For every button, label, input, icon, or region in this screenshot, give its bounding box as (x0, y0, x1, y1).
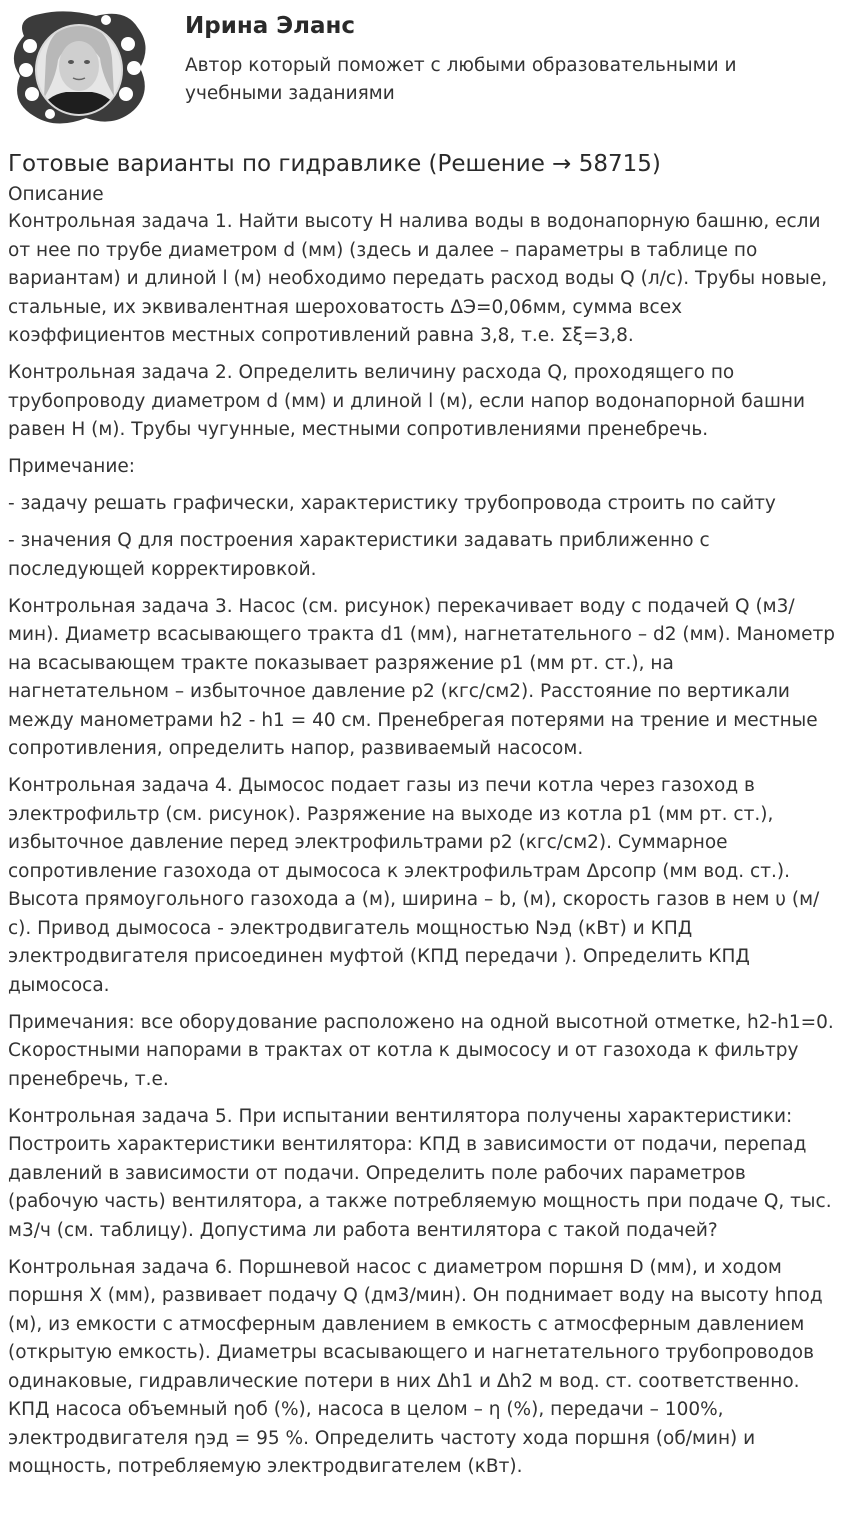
author-avatar[interactable] (6, 6, 152, 130)
task-4-notes: Примечания: все оборудование расположено на одной высотной отметке, h2-h1=0. Скоростными напорами в трактах от котла к дымососу и от газохода к фильтру пренебречь, т.е. (8, 1011, 834, 1090)
note-item-1: - задачу решать графически, характеристику трубопровода строить по сайту (8, 493, 776, 514)
note-item-2: - значения Q для построения характеристики задавать приближенно с последующей корректировкой. (8, 530, 710, 580)
description-label: Описание (8, 184, 104, 205)
task-4-paragraph: Контрольная задача 4. Дымосос подает газы из печи котла через газоход в электрофильтр (см. рисунок). Разряжение на выходе из котла p1 (мм рт. ст.), избыточное давление перед электрофильтрами p2 (кгс/см2). Суммарное сопротивление газохода от дымососа к электрофильтрам Δpсопр (мм вод. ст.). Высота прямоугольного газохода a (м), ширина – b, (м), скорость газов в нем υ (м/с). Привод дымососа - электродвигатель мощностью Nэд (кВт) и КПД электродвигателя присоединен муфтой (КПД передачи ). Определить КПД дымососа. (8, 775, 820, 996)
task-5-paragraph: Контрольная задача 5. При испытании вентилятора получены характеристики: Построить характеристики вентилятора: КПД в зависимости от подачи, перепад давлений в зависимости от подачи. Определить поле рабочих параметров (рабочую часть) вентилятора, а также потребляемую мощность при подаче Q, тыс. м3/ч (см. таблицу). Допустима ли работа вентилятора с такой подачей? (8, 1105, 832, 1241)
page-title: Готовые варианты по гидравлике (Решение → 58715) (8, 151, 661, 177)
task-2-paragraph: Контрольная задача 2. Определить величину расхода Q, проходящего по трубопроводу диаметром d (мм) и длиной l (м), если напор водонапорной башни равен H (м). Трубы чугунные, местными сопротивлениями пренебречь. (8, 362, 806, 440)
note-label: Примечание: (8, 456, 136, 477)
main-content (0, 148, 847, 1482)
author-name[interactable]: Ирина Эланс (185, 13, 356, 39)
task-6-paragraph: Контрольная задача 6. Поршневой насос с диаметром поршня D (мм), и ходом поршня X (мм), развивает подачу Q (дм3/мин). Он поднимает воду на высоту hпод (м), из емкости с атмосферным давлением в емкость с атмосферным давлением (открытую емкость). Диаметры всасывающего и нагнетательного трубопроводов одинаковые, гидравлические потери в них Δh1 и Δh2 м вод. ст. соответственно. КПД насоса объемный ηоб (%), насоса в целом – η (%), передачи – 100%, электродвигателя ηэд = 95 %. Определить частоту хода поршня (об/мин) и мощность, потребляемую электродвигателем (кВт). (8, 1256, 823, 1477)
author-info (185, 10, 835, 107)
task-1-paragraph: Контрольная задача 1. Найти высоту H налива воды в водонапорную башню, если от нее по трубе диаметром d (мм) (здесь и далее – параметры в таблице по вариантам) и длиной l (м) необходимо передать расход воды Q (л/с). Трубы новые, стальные, их эквивалентная шероховатость ΔЭ=0,06мм, сумма всех коэффициентов местных сопротивлений равна 3,8, т.е. Σξ=3,8. (8, 211, 828, 346)
author-description: Автор который поможет с любыми образовательными и учебными заданиями (185, 55, 737, 104)
author-header (0, 0, 847, 135)
task-3-paragraph: Контрольная задача 3. Насос (см. рисунок) перекачивает воду с подачей Q (м3/мин). Диаметр всасывающего тракта d1 (мм), нагнетательного – d2 (мм). Манометр на всасывающем тракте показывает разряжение p1 (мм рт. ст.), на нагнетательном – избыточное давление p2 (кгс/см2). Расстояние по вертикали между манометрами h2 - h1 = 40 см. Пренебрегая потерями на трение и местные сопротивления, определить напор, развиваемый насосом. (8, 595, 836, 759)
